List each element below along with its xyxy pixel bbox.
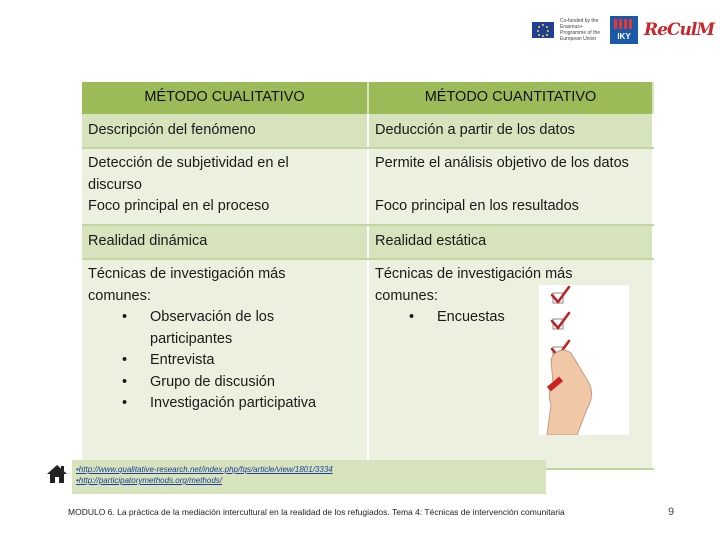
page-number: 9 [668,506,675,518]
list-item: • Entrevista [122,352,215,368]
footer-text: MODULO 6. La práctica de la mediación intercultural en la realidad de los refugiados. Tema 4: Técnicas de intervención comunitaria [68,507,565,517]
list-item: • Encuestas [409,309,505,325]
cell-line: comunes: [88,287,151,304]
table-row [82,148,653,225]
table-row [82,259,653,469]
cell-line: Técnicas de investigación más [88,266,286,282]
table-cell: Descripción del fenómeno [82,114,368,148]
col-header-qualitative: MÉTODO CUALITATIVO [82,82,368,114]
list-item-continuation: participantes [150,330,233,347]
cell-line: comunes: [375,287,438,304]
table-row [82,225,653,259]
table-cell: Deducción a partir de los datos [368,114,653,148]
eu-flag-icon [532,22,554,38]
comparison-table [82,82,654,470]
reculm-logo: ReCulM [644,20,715,40]
table-cell: Realidad dinámica [82,225,368,259]
table-cell [368,259,653,469]
table-cell [82,259,368,469]
cell-line: Foco principal en el proceso [88,198,270,214]
iky-logo: IKY [610,16,638,44]
list-item: • Investigación participativa [122,395,317,411]
table-cell [368,148,653,225]
table-header-row [82,82,653,114]
eu-programme-text: Co-funded by the Erasmus+ Programme of the European Union [560,18,601,42]
list-item: • Observación de los [122,309,275,325]
cell-line: Técnicas de investigación más [375,266,573,282]
table-row [82,114,653,148]
cell-line: Detección de subjetividad en el [88,155,289,171]
col-header-quantitative: MÉTODO CUANTITATIVO [368,82,653,114]
references-box [72,460,546,494]
table-cell [82,148,368,225]
list-item: • Grupo de discusión [122,373,275,390]
reference-link[interactable]: •http://participatorymethods.org/methods/ [76,476,222,485]
reference-link[interactable]: •http://www.qualitative-research.net/index.php/fqs/article/view/1801/3334 [76,465,333,474]
cell-line: discurso [88,176,142,193]
cell-line: Foco principal en los resultados [375,198,579,214]
header-logos [532,14,714,46]
cell-line: Permite el análisis objetivo de los datos [375,155,629,171]
checklist-image-icon [539,285,629,435]
table-cell: Realidad estática [368,225,653,259]
home-icon[interactable] [46,464,68,484]
